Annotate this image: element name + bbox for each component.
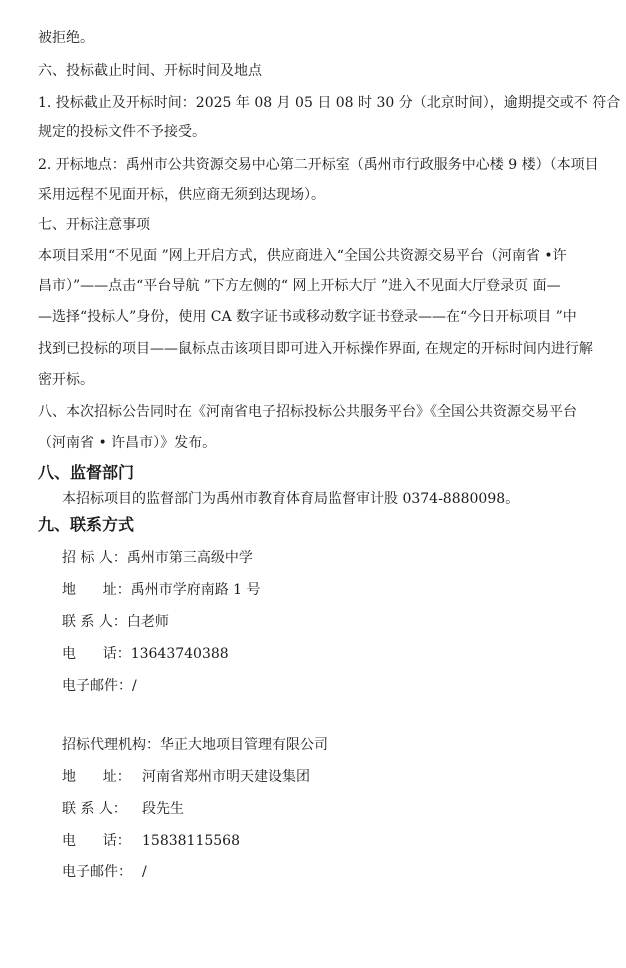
tenderer-contact-value: 白老师 [126, 614, 169, 630]
agency-contact-label: 联 系 人： [62, 801, 127, 817]
tenderer-name-value: 禹州市第三高级中学 [126, 550, 253, 566]
tenderer-contact-row [62, 612, 169, 632]
tenderer-phone-label: 电 话： [62, 646, 131, 662]
tenderer-address-value: 禹州市学府南路 1 号 [130, 582, 261, 598]
tenderer-contact-label: 联 系 人： [62, 614, 127, 630]
tenderer-email-row [62, 676, 137, 696]
agency-phone-label: 电 话： [62, 833, 131, 849]
section6-item2-line2: 采用远程不见面开标，供应商无须到达现场）。 [38, 187, 325, 203]
agency-phone-row [62, 831, 240, 851]
tenderer-phone-value: 13643740388 [130, 646, 229, 662]
tenderer-address-row [62, 580, 261, 600]
agency-address-value: 河南省郑州市明天建设集团 [142, 769, 310, 785]
agency-phone-value: 15838115568 [142, 833, 240, 849]
section6-item2-line1: 2. 开标地点：禹州市公共资源交易中心第二开标室（禹州市行政服务中心楼 9 楼）（本项目 [38, 157, 599, 173]
agency-contact-value: 段先生 [142, 801, 184, 817]
section8a-line1: 八、本次招标公告同时在《河南省电子招标投标公共服务平台》《全国公共资源交易平台 [38, 404, 577, 420]
agency-name-row [62, 735, 328, 755]
tenderer-address-label: 地 址： [62, 582, 131, 598]
section7-line-3: —选择“投标人”身份，使用 CA 数字证书或移动数字证书登录——在“今日开标项目 ”中 [38, 309, 577, 325]
agency-email-row [62, 862, 147, 882]
agency-name-value: 华正大地项目管理有限公司 [160, 737, 328, 753]
agency-email-value: / [142, 864, 147, 880]
agency-address-row [62, 767, 310, 787]
section7-line-1: 本项目采用“不见面 ”网上开启方式，供应商进入“全国公共资源交易平台（河南省 •许 [38, 248, 567, 264]
section9-title: 九、联系方式 [38, 515, 135, 534]
section8a-line2: （河南省 • 许昌市）》发布。 [38, 435, 217, 451]
tenderer-phone-row [62, 644, 229, 664]
agency-address-label: 地 址： [62, 769, 131, 785]
section8b-title: 八、监督部门 [38, 463, 135, 482]
intro-tail-text: 被拒绝。 [38, 30, 94, 46]
tenderer-name-row [62, 548, 253, 568]
section7-title: 七、开标注意事项 [38, 217, 150, 233]
agency-email-label: 电子邮件： [62, 864, 132, 880]
section7-line-2: 昌市）”——点击“平台导航 ”下方左侧的“ 网上开标大厅 ”进入不见面大厅登录页 面— [38, 278, 561, 294]
section8b-body: 本招标项目的监督部门为禹州市教育体育局监督审计股 0374-8880098。 [62, 491, 520, 507]
tenderer-email-label: 电子邮件： [62, 678, 132, 694]
section6-title: 六、投标截止时间、开标时间及地点 [38, 63, 262, 79]
section7-line-4: 找到已投标的项目——鼠标点击该项目即可进入开标操作界面, 在规定的开标时间内进行解 [38, 341, 593, 357]
agency-contact-row [62, 799, 184, 819]
section6-item1-line2: 规定的投标文件不予接受。 [38, 124, 206, 140]
section6-item1-line1: 1. 投标截止及开标时间：2025 年 08 月 05 日 08 时 30 分（北京时间），逾期提交或不 符合 [38, 95, 621, 111]
tenderer-name-label: 招 标 人： [62, 550, 127, 566]
tenderer-email-value: / [132, 678, 137, 694]
section7-line-5: 密开标。 [38, 372, 94, 388]
agency-name-label: 招标代理机构： [62, 737, 160, 753]
